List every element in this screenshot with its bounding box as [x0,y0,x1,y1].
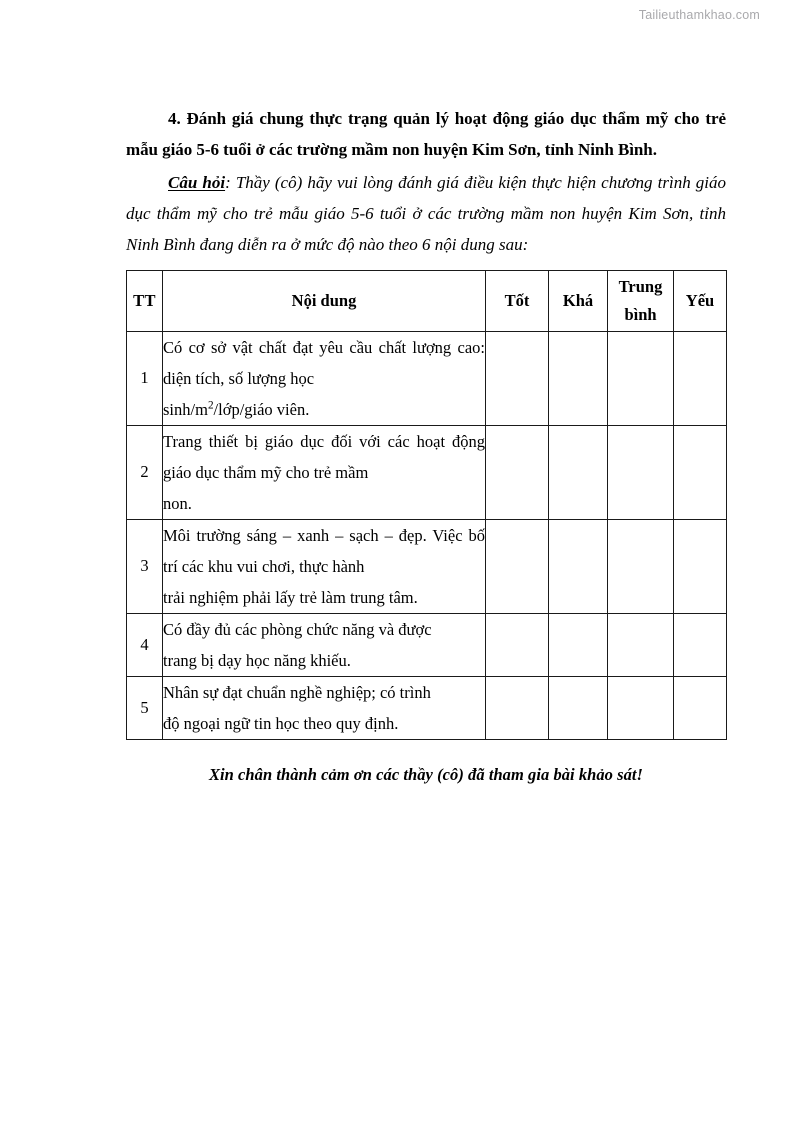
row-content-main: Môi trường sáng – xanh – sạch – đẹp. Việc bố trí các khu vui chơi, thực hành [163,525,485,576]
cell-tot[interactable] [486,331,549,425]
row-content-main: Nhân sự đạt chuẩn nghề nghiệp; có trình [163,682,431,702]
header-yeu: Yếu [674,270,727,331]
row-content-last: trang bị dạy học năng khiếu. [163,650,351,670]
cell-yeu[interactable] [674,519,727,613]
cell-tot[interactable] [486,613,549,676]
cell-kha[interactable] [549,519,608,613]
question-text: Thầy (cô) hãy vui lòng đánh giá điều kiện thực hiện chương trình giáo dục thẩm mỹ cho trẻ mẫu giáo 5-6 tuổi ở các trường mầm non huyện Kim Sơn, tỉnh Ninh Bình đang diễn ra ở mức độ nào theo 6 nội dung sau: [126,172,726,254]
row-content [163,613,486,676]
row-index: 3 [127,519,163,613]
watermark-text: Tailieuthamkhao.com [638,8,760,22]
header-noi-dung: Nội dung [163,270,486,331]
row-index: 2 [127,425,163,519]
row-index: 1 [127,331,163,425]
table-row [127,425,727,519]
header-kha: Khá [549,270,608,331]
cell-yeu[interactable] [674,425,727,519]
cell-trung-binh[interactable] [608,676,674,739]
cell-kha[interactable] [549,613,608,676]
table-header-row [127,270,727,331]
survey-table [126,270,727,740]
row-content-last: độ ngoại ngữ tin học theo quy định. [163,713,399,733]
row-content-last: non. [163,493,192,513]
cell-kha[interactable] [549,676,608,739]
header-trung-binh [608,270,674,331]
row-content [163,425,486,519]
cell-tot[interactable] [486,519,549,613]
header-trung-binh-line1: Trung [618,276,663,296]
question-separator: : [225,172,231,192]
cell-yeu[interactable] [674,331,727,425]
header-tot: Tốt [486,270,549,331]
row-content-last: trải nghiệm phải lấy trẻ làm trung tâm. [163,587,418,607]
closing-thanks: Xin chân thành cảm ơn các thầy (cô) đã tham gia bài khảo sát! [208,764,644,784]
row-index: 5 [127,676,163,739]
question-label: Câu hỏi [168,172,226,192]
section-heading: 4. Đánh giá chung thực trạng quản lý hoạt động giáo dục thẩm mỹ cho trẻ mẫu giáo 5-6 tuổi ở các trường mầm non huyện Kim Sơn, tỉnh Ninh Bình. [126,109,726,159]
row-content [163,331,486,425]
row-content-main: Có cơ sở vật chất đạt yêu cầu chất lượng cao: diện tích, số lượng học [163,337,485,388]
cell-trung-binh[interactable] [608,519,674,613]
row-content [163,519,486,613]
table-row [127,676,727,739]
cell-trung-binh[interactable] [608,613,674,676]
header-tt: TT [127,270,163,331]
row-content [163,676,486,739]
document-content [126,104,726,801]
row-content-last: $\sinh/m^2/lớp$/giáo viên. [163,399,310,419]
table-row [127,613,727,676]
cell-yeu[interactable] [674,613,727,676]
cell-tot[interactable] [486,676,549,739]
header-trung-binh-line2: bình [624,304,657,324]
cell-trung-binh[interactable] [608,425,674,519]
row-index: 4 [127,613,163,676]
table-row [127,519,727,613]
cell-kha[interactable] [549,425,608,519]
cell-yeu[interactable] [674,676,727,739]
row-content-main: Trang thiết bị giáo dục đối với các hoạt động giáo dục thẩm mỹ cho trẻ mầm [163,431,485,482]
cell-tot[interactable] [486,425,549,519]
table-row [127,331,727,425]
row-content-main: Có đầy đủ các phòng chức năng và được [163,619,432,639]
question-paragraph [126,168,726,261]
cell-kha[interactable] [549,331,608,425]
cell-trung-binh[interactable] [608,331,674,425]
